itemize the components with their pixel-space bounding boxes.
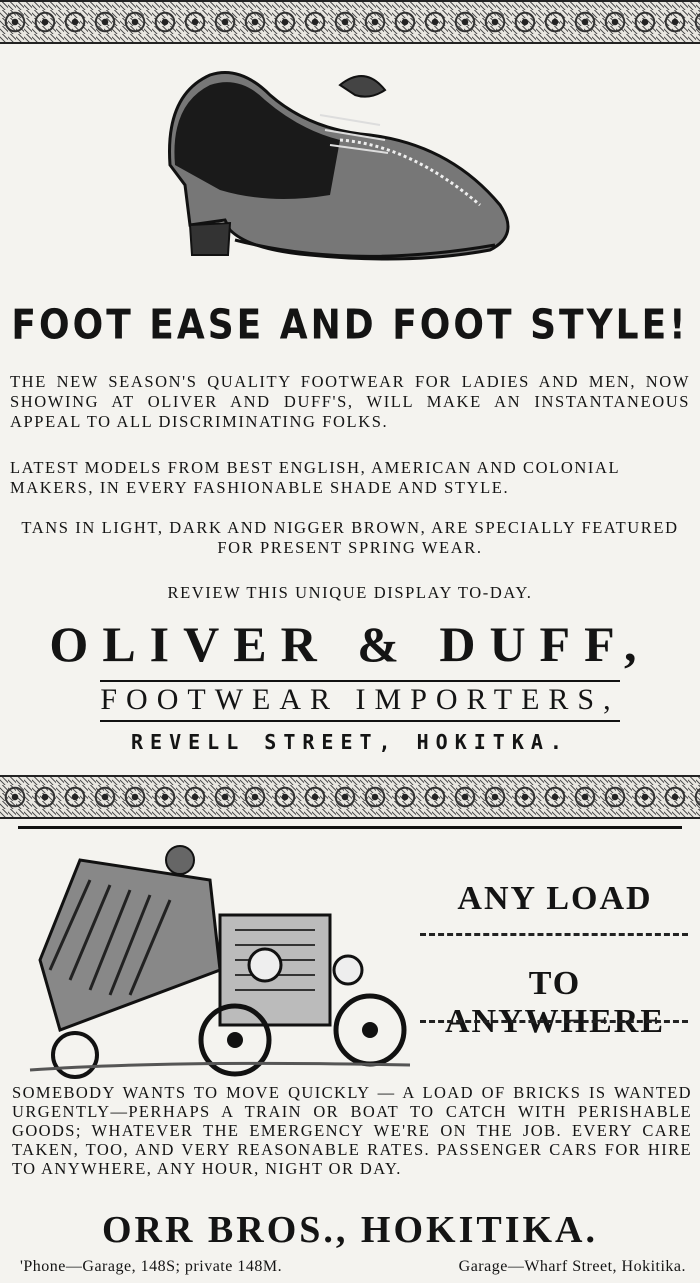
firm-name: OLIVER & DUFF, [49,616,651,672]
paragraph-somebody-wants: SOMEBODY WANTS TO MOVE QUICKLY — A LOAD OF BRICKS IS WANTED URGENTLY—PERHAPS A TRAIN OR BOAT TO CATCH WITH PERISHABLE GOODS; WHATEVER THE EMERGENCY WE'RE ON THE JOB. EVERY CARE TAKEN, TOO, AND VERY REASONABLE RATES. PASSENGER CARS FOR HIRE TO ANYWHERE, ANY HOUR, NIGHT OR DAY. [12,1083,692,1178]
ornamental-border-top [0,0,700,44]
address-line: REVELL STREET, HOKITKA. [131,730,569,754]
tagline-rule-2 [420,1020,688,1023]
garage-line: Garage—Wharf Street, Hokitika. [458,1258,686,1275]
tagline-to-anywhere: TO ANYWHERE [444,965,666,1040]
paragraph-review: REVIEW THIS UNIQUE DISPLAY TO-DAY. [167,583,533,602]
trade-line: FOOTWEAR IMPORTERS, [100,680,620,722]
ornamental-border-middle [0,775,700,819]
headline: FOOT EASE AND FOOT STYLE! [11,301,689,350]
orr-bros-name: ORR BROS., HOKITIKA. [101,1209,599,1251]
paragraph-latest-models: LATEST MODELS FROM BEST ENGLISH, AMERICAN AND COLONIAL MAKERS, IN EVERY FASHIONABLE SHADE AND STYLE. [10,458,620,497]
paragraph-tans: TANS IN LIGHT, DARK AND NIGGER BROWN, ARE SPECIALLY FEATURED FOR PRESENT SPRING WEAR. [21,518,679,557]
truck-illustration [20,820,420,1080]
shoe-illustration [150,55,530,275]
paragraph-new-season: THE NEW SEASON'S QUALITY FOOTWEAR FOR LADIES AND MEN, NOW SHOWING AT OLIVER AND DUFF'S, WILL MAKE AN INSTANTANEOUS APPEAL TO ALL DISCRIMINATING FOLKS. [10,372,690,431]
tagline-rule-1 [420,933,688,936]
tagline-any-load: ANY LOAD [457,880,653,917]
phone-line: 'Phone—Garage, 148S; private 148M. [20,1258,283,1275]
